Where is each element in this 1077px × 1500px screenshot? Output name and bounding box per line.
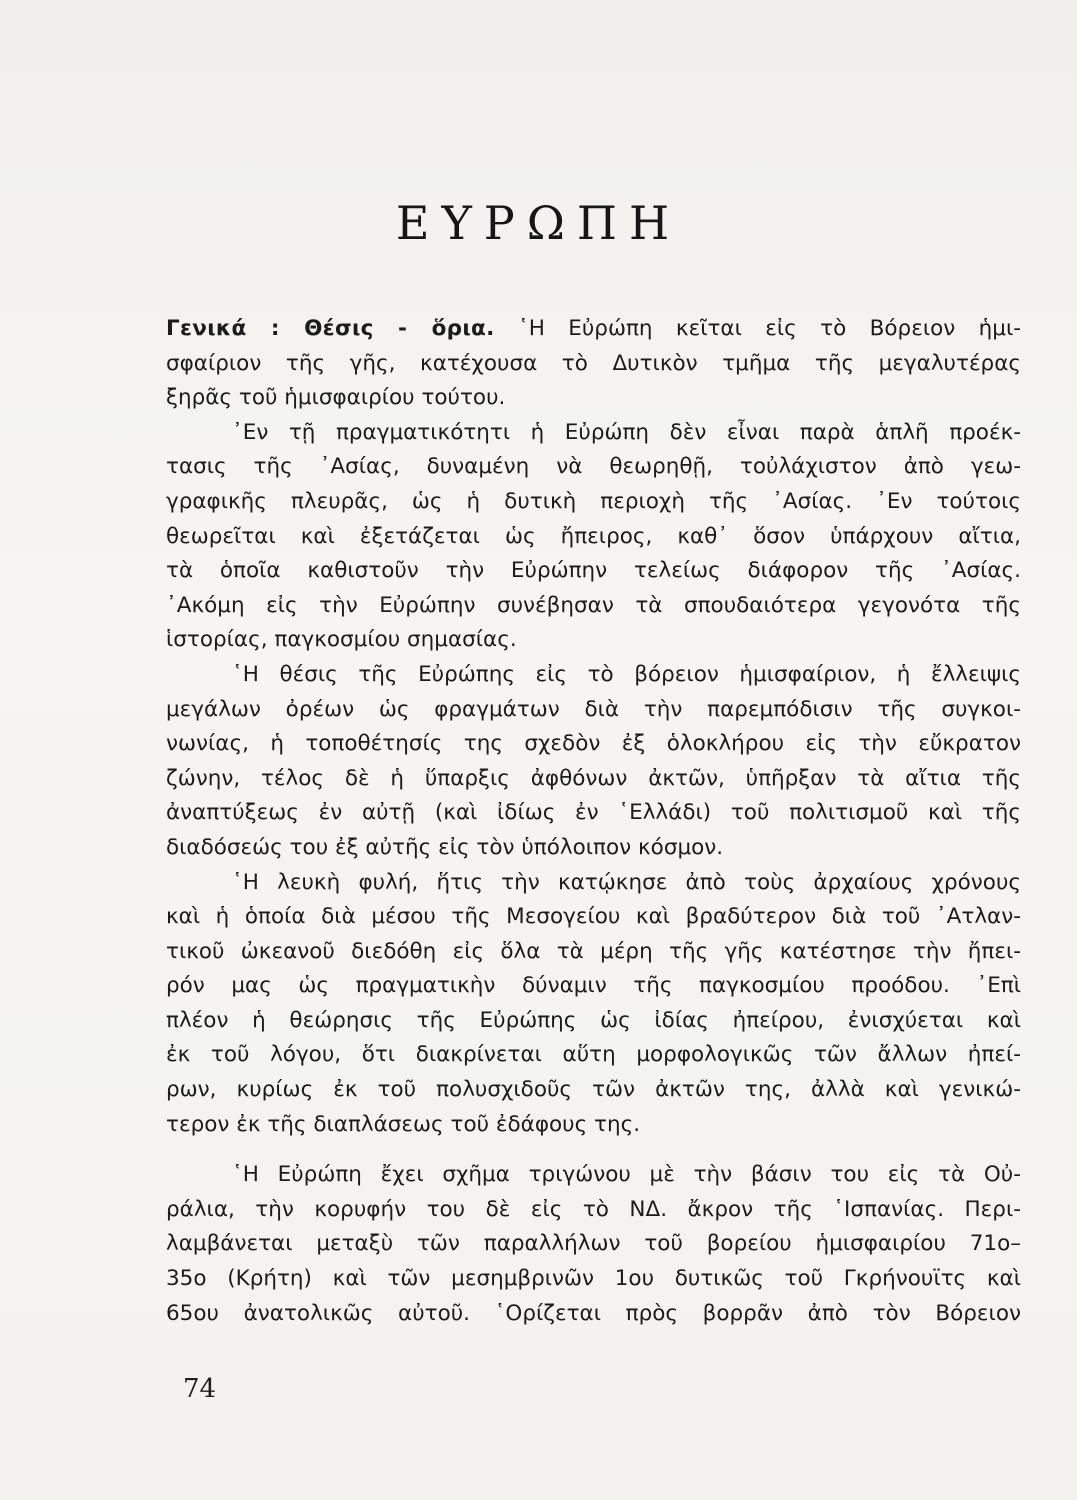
text-line: θεωρεῖται καὶ ἐξετάζεται ὡς ἤπειρος, καθ᾿ ὅσον ὑπάρχουν αἴτια,: [166, 523, 1021, 549]
section-label: Γενικά : Θέσις - ὅρια.: [166, 316, 495, 341]
text-line: ξηρᾶς τοῦ ἡμισφαιρίου τούτου.: [166, 385, 506, 411]
text-line: ρων, κυρίως ἐκ τοῦ πολυσχιδοῦς τῶν ἀκτῶν της, ἀλλὰ καὶ γενικώ-: [166, 1077, 1021, 1103]
text-line: νωνίας, ἡ τοποθέτησίς της σχεδὸν ἐξ ὁλοκλήρου εἰς τὴν εὔκρατον: [166, 731, 1021, 757]
text-line: ῾Η λευκὴ φυλή, ἥτις τὴν κατῴκησε ἀπὸ τοὺς ἀρχαίους χρόνους: [232, 869, 1021, 895]
text-line: ἀναπτύξεως ἐν αὐτῇ (καὶ ἰδίως ἐν ῾Ελλάδι) τοῦ πολιτισμοῦ καὶ τῆς: [166, 800, 1021, 826]
text-line: καὶ ἡ ὁποία διὰ μέσου τῆς Μεσογείου καὶ βραδύτερον διὰ τοῦ ᾿Ατλαν-: [166, 904, 1021, 930]
text-line: ζώνην, τέλος δὲ ἡ ὕπαρξις ἀφθόνων ἀκτῶν, ὑπῆρξαν τὰ αἴτια τῆς: [166, 765, 1021, 791]
text-line: ἐκ τοῦ λόγου, ὅτι διακρίνεται αὕτη μορφολογικῶς τῶν ἄλλων ἠπεί-: [166, 1042, 1021, 1068]
text-line: τικοῦ ὠκεανοῦ διεδόθη εἰς ὅλα τὰ μέρη τῆς γῆς κατέστησε τὴν ἤπει-: [166, 938, 1021, 964]
text-line: 65ου ἀνατολικῶς αὐτοῦ. ῾Ορίζεται πρὸς βορρᾶν ἀπὸ τὸν Βόρειον: [166, 1300, 1021, 1326]
text-line: ᾿Ακόμη εἰς τὴν Εὐρώπην συνέβησαν τὰ σπουδαιότερα γεγονότα τῆς: [166, 592, 1021, 618]
text-line: γραφικῆς πλευρᾶς, ὡς ἡ δυτικὴ περιοχὴ τῆς ᾿Ασίας. ᾿Εν τούτοις: [166, 488, 1021, 514]
text-line: λαμβάνεται μεταξὺ τῶν παραλλήλων τοῦ βορείου ἡμισφαιρίου 71ο–: [166, 1231, 1021, 1257]
text-line: ᾿Εν τῇ πραγματικότητι ἡ Εὐρώπη δὲν εἶναι παρὰ ἁπλῆ προέκ-: [232, 419, 1021, 445]
text-line: σφαίριον τῆς γῆς, κατέχουσα τὸ Δυτικὸν τμῆμα τῆς μεγαλυτέρας: [166, 350, 1021, 376]
text-line: ῾Η Εὐρώπη ἔχει σχῆμα τριγώνου μὲ τὴν βάσιν του εἰς τὰ Οὐ-: [232, 1162, 1021, 1188]
text-line: τασις τῆς ᾿Ασίας, δυναμένη νὰ θεωρηθῇ, τοὐλάχιστον ἀπὸ γεω-: [166, 454, 1021, 480]
text-line: ρόν μας ὡς πραγματικὴν δύναμιν τῆς παγκοσμίου προόδου. ᾿Επὶ: [166, 973, 1021, 999]
text-line: ράλια, τὴν κορυφήν του δὲ εἰς τὸ ΝΔ. ἄκρον τῆς ῾Ισπανίας. Περι-: [166, 1196, 1021, 1222]
page-number: 74: [183, 1374, 217, 1404]
text-line: 35ο (Κρήτη) καὶ τῶν μεσημβρινῶν 1ου δυτικῶς τοῦ Γκρήνουϊτς καὶ: [166, 1266, 1021, 1292]
text-line: πλέον ἡ θεώρησις τῆς Εὐρώπης ὡς ἰδίας ἠπείρου, ἐνισχύεται καὶ: [166, 1007, 1021, 1033]
text-line: διαδόσεώς του ἐξ αὐτῆς εἰς τὸν ὑπόλοιπον κόσμον.: [166, 834, 724, 860]
text-line: ἱστορίας, παγκοσμίου σημασίας.: [166, 627, 517, 653]
body-text: [166, 312, 1021, 1331]
text-line: μεγάλων ὀρέων ὡς φραγμάτων διὰ τὴν παρεμπόδισιν τῆς συγκοι-: [166, 696, 1021, 722]
text-line: τερον ἐκ τῆς διαπλάσεως τοῦ ἐδάφους της.: [166, 1111, 641, 1137]
text-line: ῾Η θέσις τῆς Εὐρώπης εἰς τὸ βόρειον ἡμισφαίριον, ἡ ἔλλειψις: [232, 661, 1021, 687]
text-line: τὰ ὁποῖα καθιστοῦν τὴν Εὐρώπην τελείως διάφορον τῆς ᾿Ασίας.: [166, 558, 1021, 584]
page-title: ΕΥΡΩΠΗ: [395, 196, 682, 250]
text-line: Γενικά : Θέσις - ὅρια. ῾Η Εὐρώπη κεῖται εἰς τὸ Βόρειον ἡμι-: [166, 316, 1021, 341]
